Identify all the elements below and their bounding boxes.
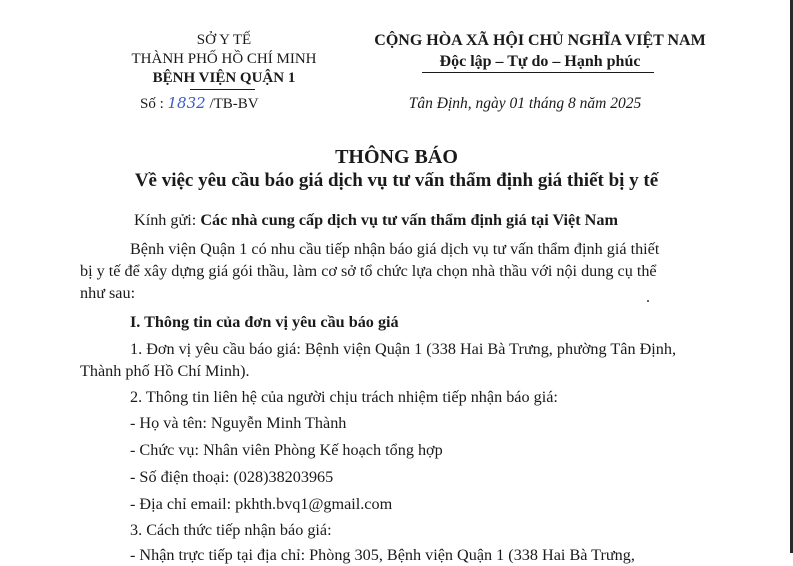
- contact-email: - Địa chỉ email: pkhth.bvq1@gmail.com: [130, 495, 393, 513]
- recipient-value: Các nhà cung cấp dịch vụ tư vấn thẩm định giá tại Việt Nam: [200, 211, 618, 229]
- number-suffix: /TB-BV: [209, 96, 259, 112]
- contact-phone: - Số điện thoại: (028)38203965: [130, 468, 334, 486]
- section1-item1-line1: 1. Đơn vị yêu cầu báo giá: Bệnh viện Quận 1 (338 Hai Bà Trưng, phường Tân Định,: [130, 340, 677, 358]
- intro-line3: như sau:: [80, 284, 136, 302]
- recipient-label: Kính gửi:: [134, 211, 197, 229]
- header-right-line1: CỘNG HÒA XÃ HỘI CHỦ NGHĨA VIỆT NAM: [374, 32, 706, 49]
- header-left-underline: [190, 89, 255, 90]
- intro-line2: bị y tế để xây dựng giá gói thầu, làm cơ sở tổ chức lựa chọn nhà thầu với nội dung cụ thể: [80, 262, 657, 280]
- header-date: Tân Định, ngày 01 tháng 8 năm 2025: [408, 95, 642, 112]
- header-left-line2: THÀNH PHỐ HỒ CHÍ MINH: [131, 51, 317, 67]
- page-subtitle: Về việc yêu cầu báo giá dịch vụ tư vấn thẩm định giá thiết bị y tế: [134, 170, 659, 191]
- section1-item2: 2. Thông tin liên hệ của người chịu trách nhiệm tiếp nhận báo giá:: [130, 388, 558, 406]
- section1-item1-line2: Thành phố Hồ Chí Minh).: [80, 362, 250, 380]
- recipient: [134, 209, 618, 231]
- header-right-motto: Độc lập – Tự do – Hạnh phúc: [439, 53, 641, 70]
- section1-item3-cut: - Nhận trực tiếp tại địa chỉ: Phòng 305, Bệnh viện Quận 1 (338 Hai Bà Trưng,: [130, 546, 635, 564]
- number-value: 1832: [167, 94, 206, 112]
- number-label: Số :: [140, 96, 164, 112]
- contact-name: - Họ và tên: Nguyễn Minh Thành: [130, 414, 347, 432]
- document-number: [140, 93, 259, 114]
- scan-speck: [647, 300, 649, 302]
- section1-item3: 3. Cách thức tiếp nhận báo giá:: [130, 521, 332, 539]
- header-left-line1: SỞ Y TẾ: [196, 32, 252, 48]
- section1-heading: I. Thông tin của đơn vị yêu cầu báo giá: [130, 313, 399, 331]
- intro-line1: Bệnh viện Quận 1 có nhu cầu tiếp nhận báo giá dịch vụ tư vấn thẩm định giá thiết: [130, 240, 660, 258]
- page-title: THÔNG BÁO: [335, 146, 458, 168]
- contact-position: - Chức vụ: Nhân viên Phòng Kế hoạch tổng hợp: [130, 441, 443, 459]
- header-right-underline: [422, 72, 654, 73]
- header-left-hospital: BỆNH VIỆN QUẬN 1: [152, 70, 296, 86]
